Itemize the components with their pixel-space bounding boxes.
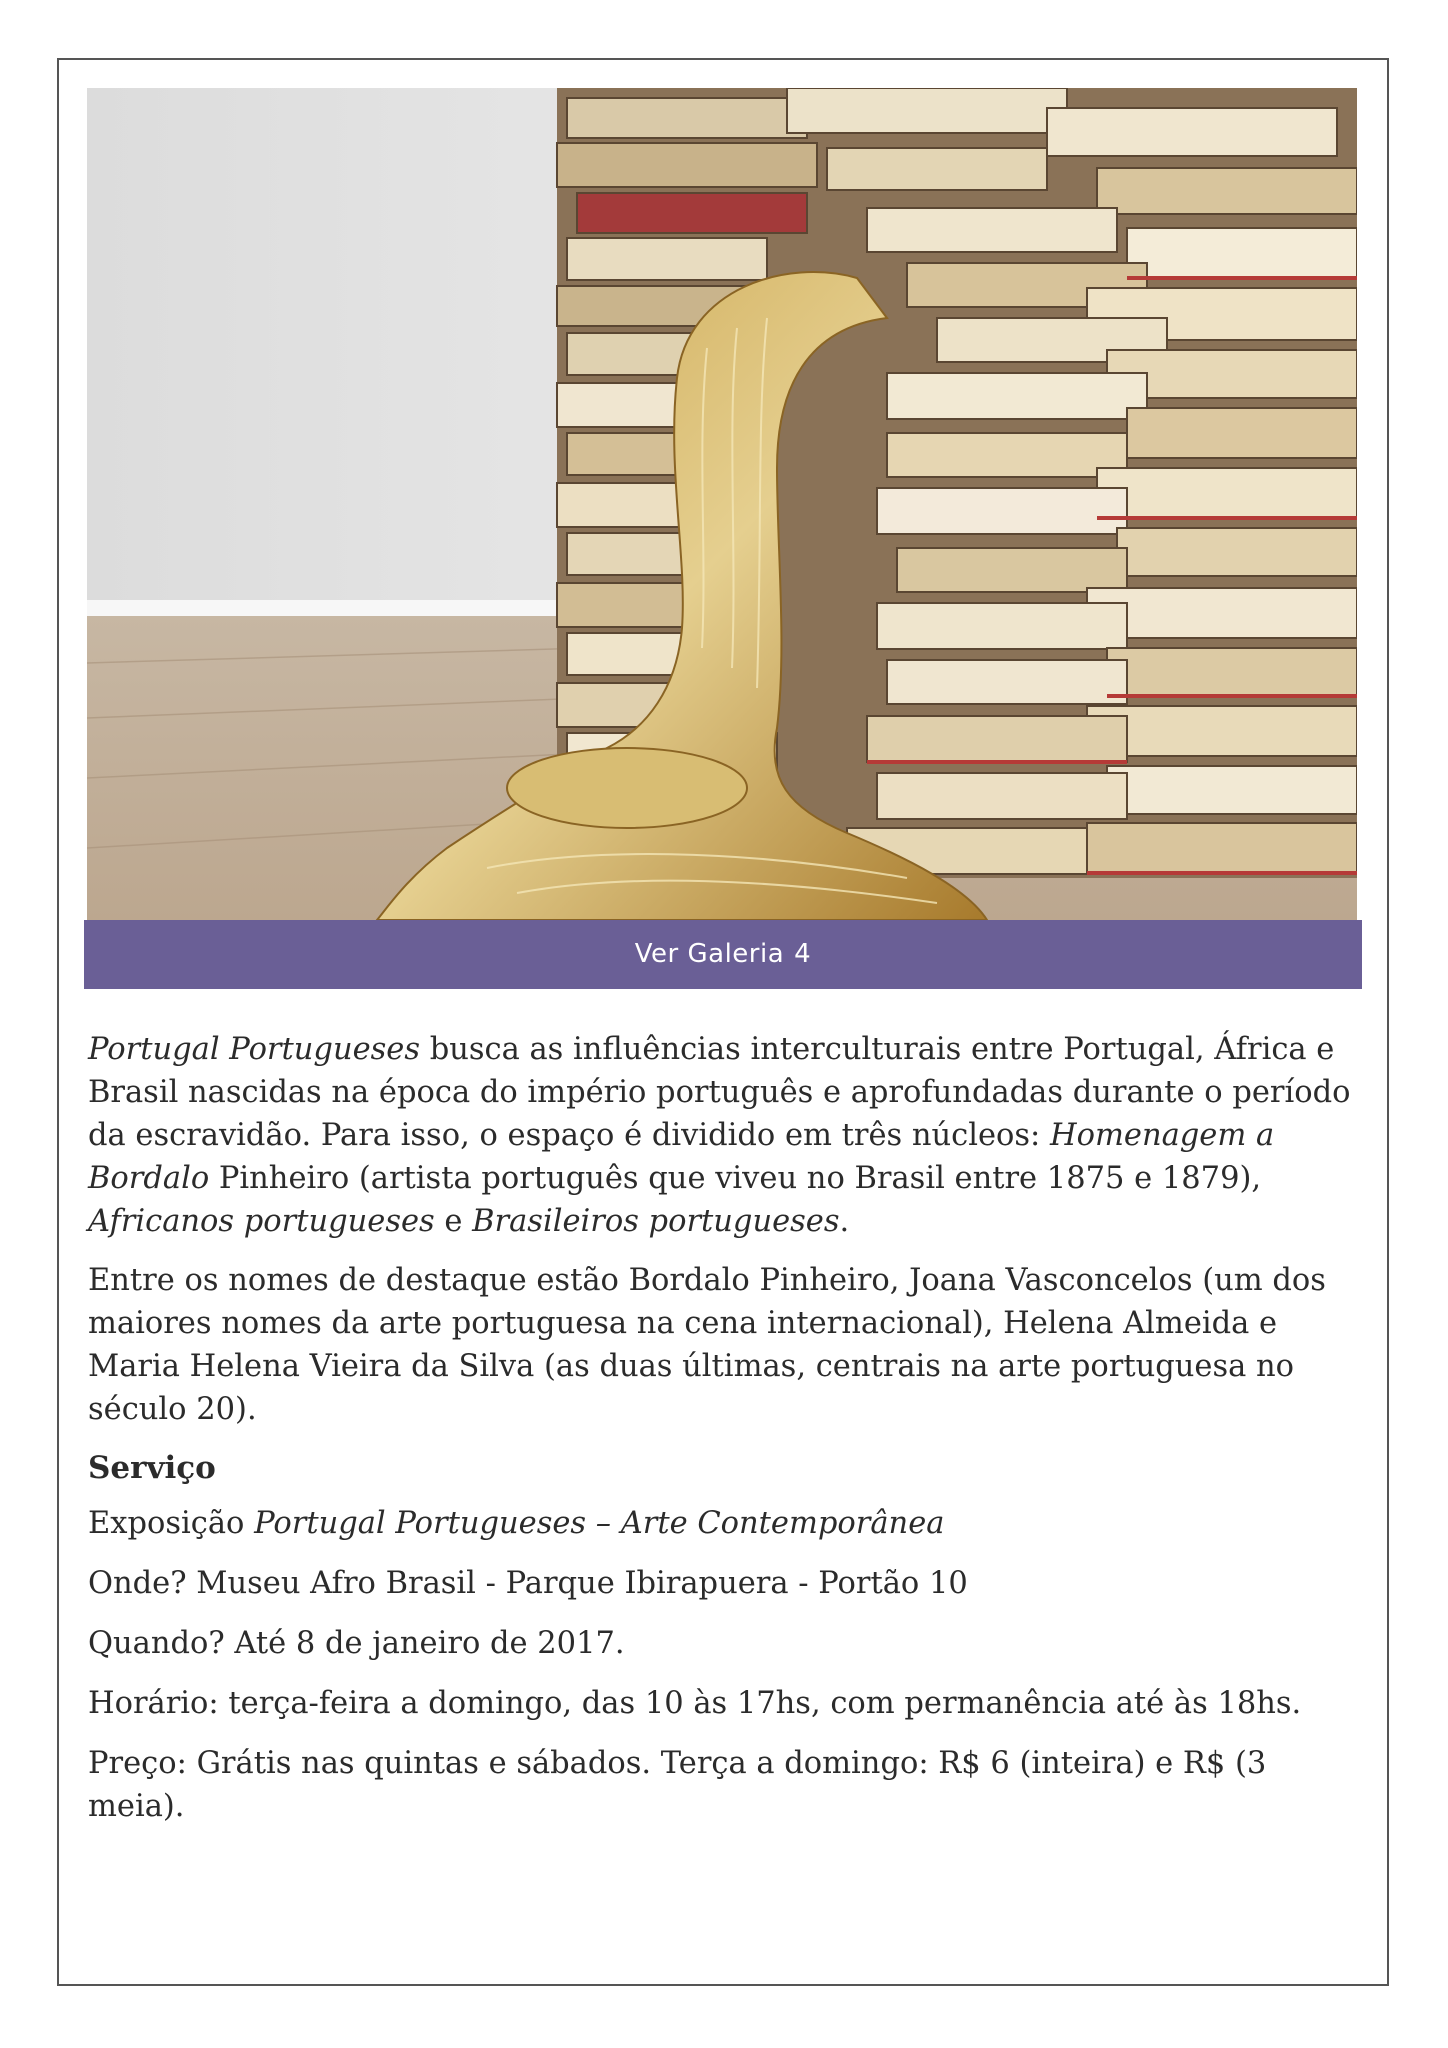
- intro-text-2: Pinheiro (artista português que viveu no Brasil entre 1875 e 1879),: [209, 1161, 1262, 1196]
- service-quando: Quando? Até 8 de janeiro de 2017.: [88, 1626, 625, 1661]
- intro-text-3: e: [434, 1204, 473, 1239]
- view-gallery-button[interactable]: [84, 920, 1362, 989]
- intro-paragraph: [88, 1028, 1368, 1243]
- exposicao-label: Exposição: [88, 1506, 255, 1541]
- nucleo-2: Africanos portugueses: [88, 1204, 435, 1239]
- service-onde: Onde? Museu Afro Brasil - Parque Ibirapuera - Portão 10: [88, 1566, 968, 1601]
- nucleo-1: Homenagem a Bordalo: [88, 1118, 1275, 1196]
- view-gallery-label: Ver Galeria: [634, 939, 785, 969]
- service-exposicao: [88, 1502, 1368, 1545]
- article-body: [88, 1028, 1368, 1845]
- service-horario: Horário: terça-feira a domingo, das 10 às 17hs, com permanência até às 18hs.: [88, 1686, 1302, 1721]
- nucleo-3: Brasileiros portugueses: [472, 1204, 840, 1239]
- service-preco: Preço: Grátis nas quintas e sábados. Terça a domingo: R$ 6 (inteira) e R$ (3 meia).: [88, 1746, 1267, 1824]
- exhibition-title: Portugal Portugueses: [88, 1032, 420, 1067]
- artists-paragraph: Entre os nomes de destaque estão Bordalo Pinheiro, Joana Vasconcelos (um dos maiores nomes da arte portuguesa na cena internacional), Helena Almeida e Maria Helena Vieira da Silva (as duas últimas, centrais na arte portuguesa no século 20).: [88, 1263, 1326, 1427]
- service-heading: Serviço: [88, 1450, 216, 1486]
- sculpture-photo: [87, 88, 1357, 920]
- intro-text-4: .: [839, 1204, 850, 1239]
- intro-text-1: busca as influências interculturais entre Portugal, África e Brasil nascidas na época do império português e aprofundadas durante o período da escravidão. Para isso, o espaço é dividido em três núcleos:: [88, 1032, 1351, 1153]
- gallery-count: 4: [794, 939, 812, 969]
- exposicao-title: Portugal Portugueses – Arte Contemporânea: [254, 1506, 945, 1541]
